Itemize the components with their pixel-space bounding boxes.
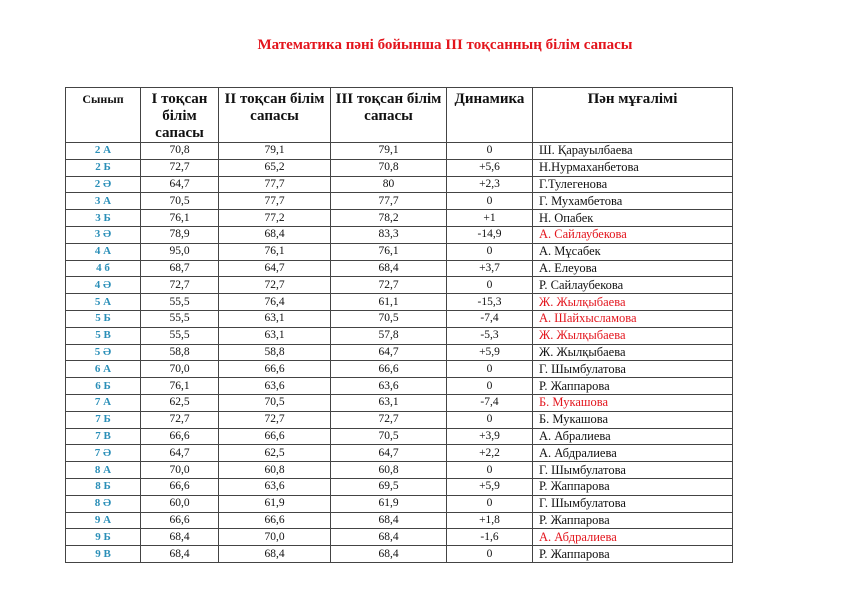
q2-cell: 70,5 [219,394,331,411]
q3-cell: 61,1 [331,294,447,311]
dynamics-cell: +2,3 [447,176,533,193]
table-row [66,478,733,495]
table-row [66,512,733,529]
q1-cell: 68,4 [141,546,219,563]
q1-cell: 76,1 [141,210,219,227]
table-row [66,361,733,378]
table-row [66,428,733,445]
teacher-cell: Ж. Жылқыбаева [533,344,733,361]
q3-cell: 64,7 [331,445,447,462]
table-row [66,210,733,227]
q1-cell: 68,4 [141,529,219,546]
dynamics-cell: 0 [447,143,533,160]
q3-cell: 63,6 [331,378,447,395]
q1-cell: 58,8 [141,344,219,361]
class-cell: 7 В [66,428,141,445]
dynamics-cell: 0 [447,277,533,294]
q1-cell: 66,6 [141,428,219,445]
table-row [66,176,733,193]
table-row [66,243,733,260]
q3-cell: 66,6 [331,361,447,378]
q2-cell: 65,2 [219,159,331,176]
header-q3: III тоқсан білім сапасы [331,88,447,143]
dynamics-cell: -14,9 [447,226,533,243]
q3-cell: 69,5 [331,478,447,495]
table-row [66,344,733,361]
table-row [66,327,733,344]
teacher-cell: Н.Нурмаханбетова [533,159,733,176]
q3-cell: 70,5 [331,428,447,445]
q2-cell: 77,2 [219,210,331,227]
teacher-cell: Р. Сайлаубекова [533,277,733,294]
q1-cell: 78,9 [141,226,219,243]
class-cell: 3 Б [66,210,141,227]
q2-cell: 63,1 [219,310,331,327]
q2-cell: 63,6 [219,478,331,495]
class-cell: 7 Б [66,411,141,428]
q3-cell: 64,7 [331,344,447,361]
q3-cell: 57,8 [331,327,447,344]
teacher-cell: Р. Жаппарова [533,546,733,563]
header-q1: I тоқсан білім сапасы [141,88,219,143]
header-teacher: Пән мұғалімі [533,88,733,143]
teacher-cell: Г. Шымбулатова [533,361,733,378]
q3-cell: 63,1 [331,394,447,411]
q2-cell: 60,8 [219,462,331,479]
teacher-cell: А. Абдралиева [533,445,733,462]
q1-cell: 60,0 [141,495,219,512]
dynamics-cell: +5,6 [447,159,533,176]
dynamics-cell: 0 [447,411,533,428]
teacher-cell: Ж. Жылқыбаева [533,294,733,311]
q2-cell: 62,5 [219,445,331,462]
class-cell: 6 Б [66,378,141,395]
q3-cell: 78,2 [331,210,447,227]
q1-cell: 70,5 [141,193,219,210]
quality-table [65,87,733,563]
dynamics-cell: 0 [447,243,533,260]
dynamics-cell: 0 [447,462,533,479]
teacher-cell: А. Елеуова [533,260,733,277]
class-cell: 9 В [66,546,141,563]
dynamics-cell: -7,4 [447,394,533,411]
class-cell: 8 Б [66,478,141,495]
q1-cell: 95,0 [141,243,219,260]
document-title: Математика пәні бойынша III тоқсанның білім сапасы [257,37,633,53]
dynamics-cell: 0 [447,546,533,563]
q1-cell: 72,7 [141,411,219,428]
teacher-cell: Г.Тулегенова [533,176,733,193]
table-row [66,193,733,210]
dynamics-cell: 0 [447,361,533,378]
teacher-cell: Н. Опабек [533,210,733,227]
q2-cell: 72,7 [219,277,331,294]
dynamics-cell: +1 [447,210,533,227]
q1-cell: 62,5 [141,394,219,411]
teacher-cell: Р. Жаппарова [533,512,733,529]
q1-cell: 70,0 [141,361,219,378]
table-row [66,394,733,411]
table-row [66,462,733,479]
dynamics-cell: 0 [447,378,533,395]
dynamics-cell: +5,9 [447,344,533,361]
class-cell: 8 Ә [66,495,141,512]
teacher-cell: Р. Жаппарова [533,378,733,395]
q1-cell: 72,7 [141,159,219,176]
table-row [66,495,733,512]
dynamics-cell: +3,9 [447,428,533,445]
q3-cell: 68,4 [331,512,447,529]
dynamics-cell: +2,2 [447,445,533,462]
q3-cell: 77,7 [331,193,447,210]
q1-cell: 66,6 [141,512,219,529]
q2-cell: 61,9 [219,495,331,512]
q3-cell: 76,1 [331,243,447,260]
table-row [66,445,733,462]
table-row [66,143,733,160]
teacher-cell: Г. Шымбулатова [533,462,733,479]
class-cell: 9 А [66,512,141,529]
class-cell: 2 А [66,143,141,160]
teacher-cell: Ш. Қарауылбаева [533,143,733,160]
teacher-cell: Р. Жаппарова [533,478,733,495]
class-cell: 4 б [66,260,141,277]
q1-cell: 76,1 [141,378,219,395]
q3-cell: 72,7 [331,277,447,294]
table-row [66,310,733,327]
table-row [66,546,733,563]
table-row [66,378,733,395]
table-row [66,411,733,428]
teacher-cell: А. Сайлаубекова [533,226,733,243]
dynamics-cell: 0 [447,193,533,210]
dynamics-cell: -15,3 [447,294,533,311]
header-q2: II тоқсан білім сапасы [219,88,331,143]
table-header-row [66,88,733,143]
class-cell: 3 А [66,193,141,210]
q1-cell: 55,5 [141,294,219,311]
class-cell: 7 Ә [66,445,141,462]
q2-cell: 77,7 [219,176,331,193]
teacher-cell: Б. Мукашова [533,411,733,428]
dynamics-cell: -7,4 [447,310,533,327]
q3-cell: 68,4 [331,260,447,277]
dynamics-cell: +3,7 [447,260,533,277]
q2-cell: 70,0 [219,529,331,546]
table-row [66,294,733,311]
teacher-cell: Ж. Жылқыбаева [533,327,733,344]
q2-cell: 76,1 [219,243,331,260]
class-cell: 6 А [66,361,141,378]
q3-cell: 68,4 [331,546,447,563]
q3-cell: 83,3 [331,226,447,243]
teacher-cell: Г. Шымбулатова [533,495,733,512]
q2-cell: 63,1 [219,327,331,344]
class-cell: 4 А [66,243,141,260]
class-cell: 3 Ә [66,226,141,243]
q3-cell: 60,8 [331,462,447,479]
teacher-cell: А. Мұсабек [533,243,733,260]
q3-cell: 72,7 [331,411,447,428]
q2-cell: 68,4 [219,226,331,243]
class-cell: 5 Б [66,310,141,327]
class-cell: 7 А [66,394,141,411]
teacher-cell: Г. Мухамбетова [533,193,733,210]
table-row [66,226,733,243]
q3-cell: 70,5 [331,310,447,327]
teacher-cell: А. Абралиева [533,428,733,445]
class-cell: 2 Ә [66,176,141,193]
dynamics-cell: -5,3 [447,327,533,344]
teacher-cell: А. Абдралиева [533,529,733,546]
q3-cell: 68,4 [331,529,447,546]
q2-cell: 68,4 [219,546,331,563]
header-class: Сынып [66,88,141,143]
q1-cell: 55,5 [141,327,219,344]
header-dynamics: Динамика [447,88,533,143]
class-cell: 5 А [66,294,141,311]
class-cell: 5 В [66,327,141,344]
q1-cell: 68,7 [141,260,219,277]
q1-cell: 72,7 [141,277,219,294]
class-cell: 2 Б [66,159,141,176]
q1-cell: 64,7 [141,176,219,193]
teacher-cell: А. Шайхысламова [533,310,733,327]
dynamics-cell: -1,6 [447,529,533,546]
table-row [66,529,733,546]
q3-cell: 61,9 [331,495,447,512]
q2-cell: 72,7 [219,411,331,428]
q2-cell: 58,8 [219,344,331,361]
q1-cell: 55,5 [141,310,219,327]
q3-cell: 70,8 [331,159,447,176]
q2-cell: 66,6 [219,428,331,445]
q1-cell: 66,6 [141,478,219,495]
teacher-cell: Б. Мукашова [533,394,733,411]
table-row [66,260,733,277]
class-cell: 9 Б [66,529,141,546]
class-cell: 4 Ә [66,277,141,294]
dynamics-cell: +5,9 [447,478,533,495]
q1-cell: 70,8 [141,143,219,160]
q1-cell: 64,7 [141,445,219,462]
q1-cell: 70,0 [141,462,219,479]
dynamics-cell: +1,8 [447,512,533,529]
table-row [66,277,733,294]
q2-cell: 77,7 [219,193,331,210]
q2-cell: 66,6 [219,512,331,529]
table-row [66,159,733,176]
class-cell: 8 А [66,462,141,479]
q2-cell: 64,7 [219,260,331,277]
class-cell: 5 Ә [66,344,141,361]
q3-cell: 79,1 [331,143,447,160]
q3-cell: 80 [331,176,447,193]
q2-cell: 66,6 [219,361,331,378]
q2-cell: 76,4 [219,294,331,311]
dynamics-cell: 0 [447,495,533,512]
q2-cell: 63,6 [219,378,331,395]
q2-cell: 79,1 [219,143,331,160]
